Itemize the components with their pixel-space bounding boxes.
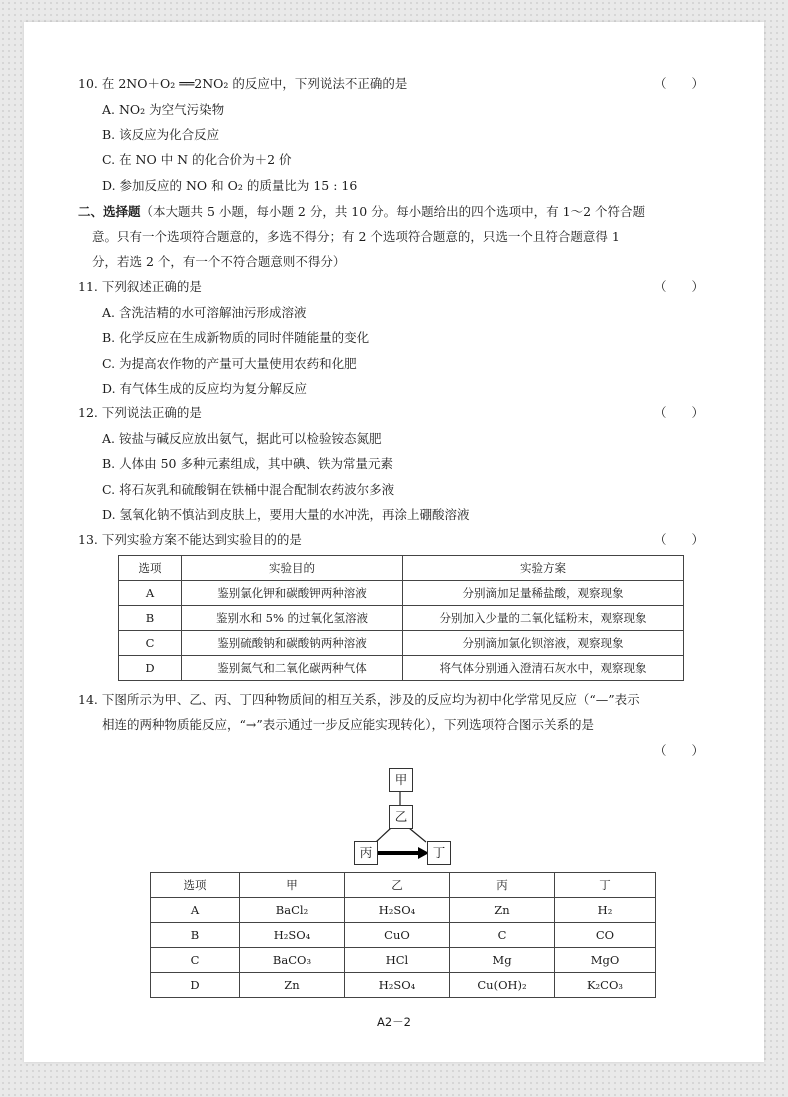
q11-stem: 11. 下列叙述正确的是 [78, 279, 202, 294]
table-cell: Zn [240, 973, 345, 998]
table-cell: CO [555, 923, 656, 948]
q13-stem: 13. 下列实验方案不能达到实验目的的是 [78, 532, 302, 547]
table-cell: BaCl₂ [240, 898, 345, 923]
connector-line [409, 828, 426, 842]
q13-table [118, 555, 684, 681]
page-footer: A2－2 [376, 1015, 411, 1029]
table-cell: D [151, 973, 240, 998]
table-row [119, 581, 684, 606]
table-cell: H₂SO₄ [345, 898, 450, 923]
q14-stem-line1: 14. 下图所示为甲、乙、丙、丁四种物质间的相互关系，涉及的反应均为初中化学常见反应（“—”表示 [78, 692, 640, 707]
q13-answer-bracket: （ ） [653, 532, 704, 547]
table-header-cell: 乙 [345, 873, 450, 898]
table-header-cell: 选项 [119, 556, 182, 581]
table-row [119, 656, 684, 681]
table-header-cell: 实验方案 [403, 556, 684, 581]
diagram-node-ding: 丁 [427, 841, 451, 865]
table-cell: K₂CO₃ [555, 973, 656, 998]
section2-heading [78, 204, 645, 220]
q12-option-a: A. 铵盐与碱反应放出氨气，据此可以检验铵态氮肥 [102, 431, 382, 446]
q14-answer-bracket: （ ） [653, 743, 704, 758]
table-cell: A [119, 581, 182, 606]
table-cell: HCl [345, 948, 450, 973]
q10-answer-bracket: （ ） [653, 76, 704, 91]
q12-answer-bracket: （ ） [653, 405, 704, 420]
q12-option-b: B. 人体由 50 多种元素组成，其中碘、铁为常量元素 [102, 456, 393, 471]
table-cell: D [119, 656, 182, 681]
q12-option-c: C. 将石灰乳和硫酸铜在铁桶中混合配制农药波尔多液 [102, 482, 395, 497]
section2-text-line1: （本大题共 5 小题，每小题 2 分，共 10 分。每小题给出的四个选项中，有 1～2 个符合题 [140, 204, 646, 219]
table-cell: C [119, 631, 182, 656]
table-cell: Mg [450, 948, 555, 973]
table-cell: 分别加入少量的二氧化锰粉末，观察现象 [403, 606, 684, 631]
q10-option-a: A. NO₂ 为空气污染物 [102, 102, 225, 117]
table-cell: B [119, 606, 182, 631]
table-cell: 鉴别氯化钾和碳酸钾两种溶液 [182, 581, 403, 606]
table-cell: C [450, 923, 555, 948]
q10-option-c: C. 在 NO 中 N 的化合价为＋2 价 [102, 152, 292, 167]
exam-page [24, 22, 764, 1062]
q11-option-b: B. 化学反应在生成新物质的同时伴随能量的变化 [102, 330, 370, 345]
table-cell: 分别滴加足量稀盐酸，观察现象 [403, 581, 684, 606]
table-row [119, 631, 684, 656]
table-cell: 鉴别硫酸钠和碳酸钠两种溶液 [182, 631, 403, 656]
table-cell: H₂SO₄ [240, 923, 345, 948]
q10-option-b: B. 该反应为化合反应 [102, 127, 220, 142]
table-header-cell: 甲 [240, 873, 345, 898]
q11-option-a: A. 含洗洁精的水可溶解油污形成溶液 [102, 305, 307, 320]
connector-line [376, 828, 391, 842]
q11-option-d: D. 有气体生成的反应均为复分解反应 [102, 381, 308, 396]
diagram-node-bing: 丙 [354, 841, 378, 865]
table-row [151, 973, 656, 998]
table-cell: MgO [555, 948, 656, 973]
table-cell: 分别滴加氯化钡溶液，观察现象 [403, 631, 684, 656]
table-header-cell: 选项 [151, 873, 240, 898]
q12-stem: 12. 下列说法正确的是 [78, 405, 202, 420]
table-cell: B [151, 923, 240, 948]
table-cell: 鉴别氮气和二氧化碳两种气体 [182, 656, 403, 681]
table-cell: 将气体分别通入澄清石灰水中，观察现象 [403, 656, 684, 681]
table-header-cell: 丙 [450, 873, 555, 898]
diagram-node-yi: 乙 [389, 805, 413, 829]
q14-stem-line2: 相连的两种物质能反应，“→”表示通过一步反应能实现转化），下列选项符合图示关系的是 [102, 717, 595, 732]
table-cell: 鉴别水和 5% 的过氧化氢溶液 [182, 606, 403, 631]
table-header-row [151, 873, 656, 898]
table-row [119, 606, 684, 631]
table-header-cell: 丁 [555, 873, 656, 898]
table-cell: Cu(OH)₂ [450, 973, 555, 998]
table-cell: C [151, 948, 240, 973]
q11-option-c: C. 为提高农作物的产量可大量使用农药和化肥 [102, 356, 357, 371]
q14-table [150, 872, 656, 998]
table-cell: BaCO₃ [240, 948, 345, 973]
table-cell: H₂ [555, 898, 656, 923]
table-row [151, 898, 656, 923]
table-header-cell: 实验目的 [182, 556, 403, 581]
table-row [151, 948, 656, 973]
section2-text-line2: 意。只有一个选项符合题意的，多选不得分；有 2 个选项符合题意的，只选一个且符合题意得 1 [92, 229, 620, 244]
table-row [151, 923, 656, 948]
q12-option-d: D. 氢氧化钠不慎沾到皮肤上，要用大量的水冲洗，再涂上硼酸溶液 [102, 507, 470, 522]
table-cell: A [151, 898, 240, 923]
table-cell: H₂SO₄ [345, 973, 450, 998]
diagram-node-jia: 甲 [389, 768, 413, 792]
q10-stem: 10. 在 2NO＋O₂ ══2NO₂ 的反应中，下列说法不正确的是 [78, 76, 408, 91]
q10-option-d: D. 参加反应的 NO 和 O₂ 的质量比为 15 : 16 [102, 178, 358, 193]
table-cell: Zn [450, 898, 555, 923]
section2-title: 二、选择题 [78, 204, 141, 219]
section2-text-line3: 分，若选 2 个，有一个不符合题意则不得分） [92, 254, 346, 269]
table-header-row [119, 556, 684, 581]
q11-answer-bracket: （ ） [653, 279, 704, 294]
table-cell: CuO [345, 923, 450, 948]
